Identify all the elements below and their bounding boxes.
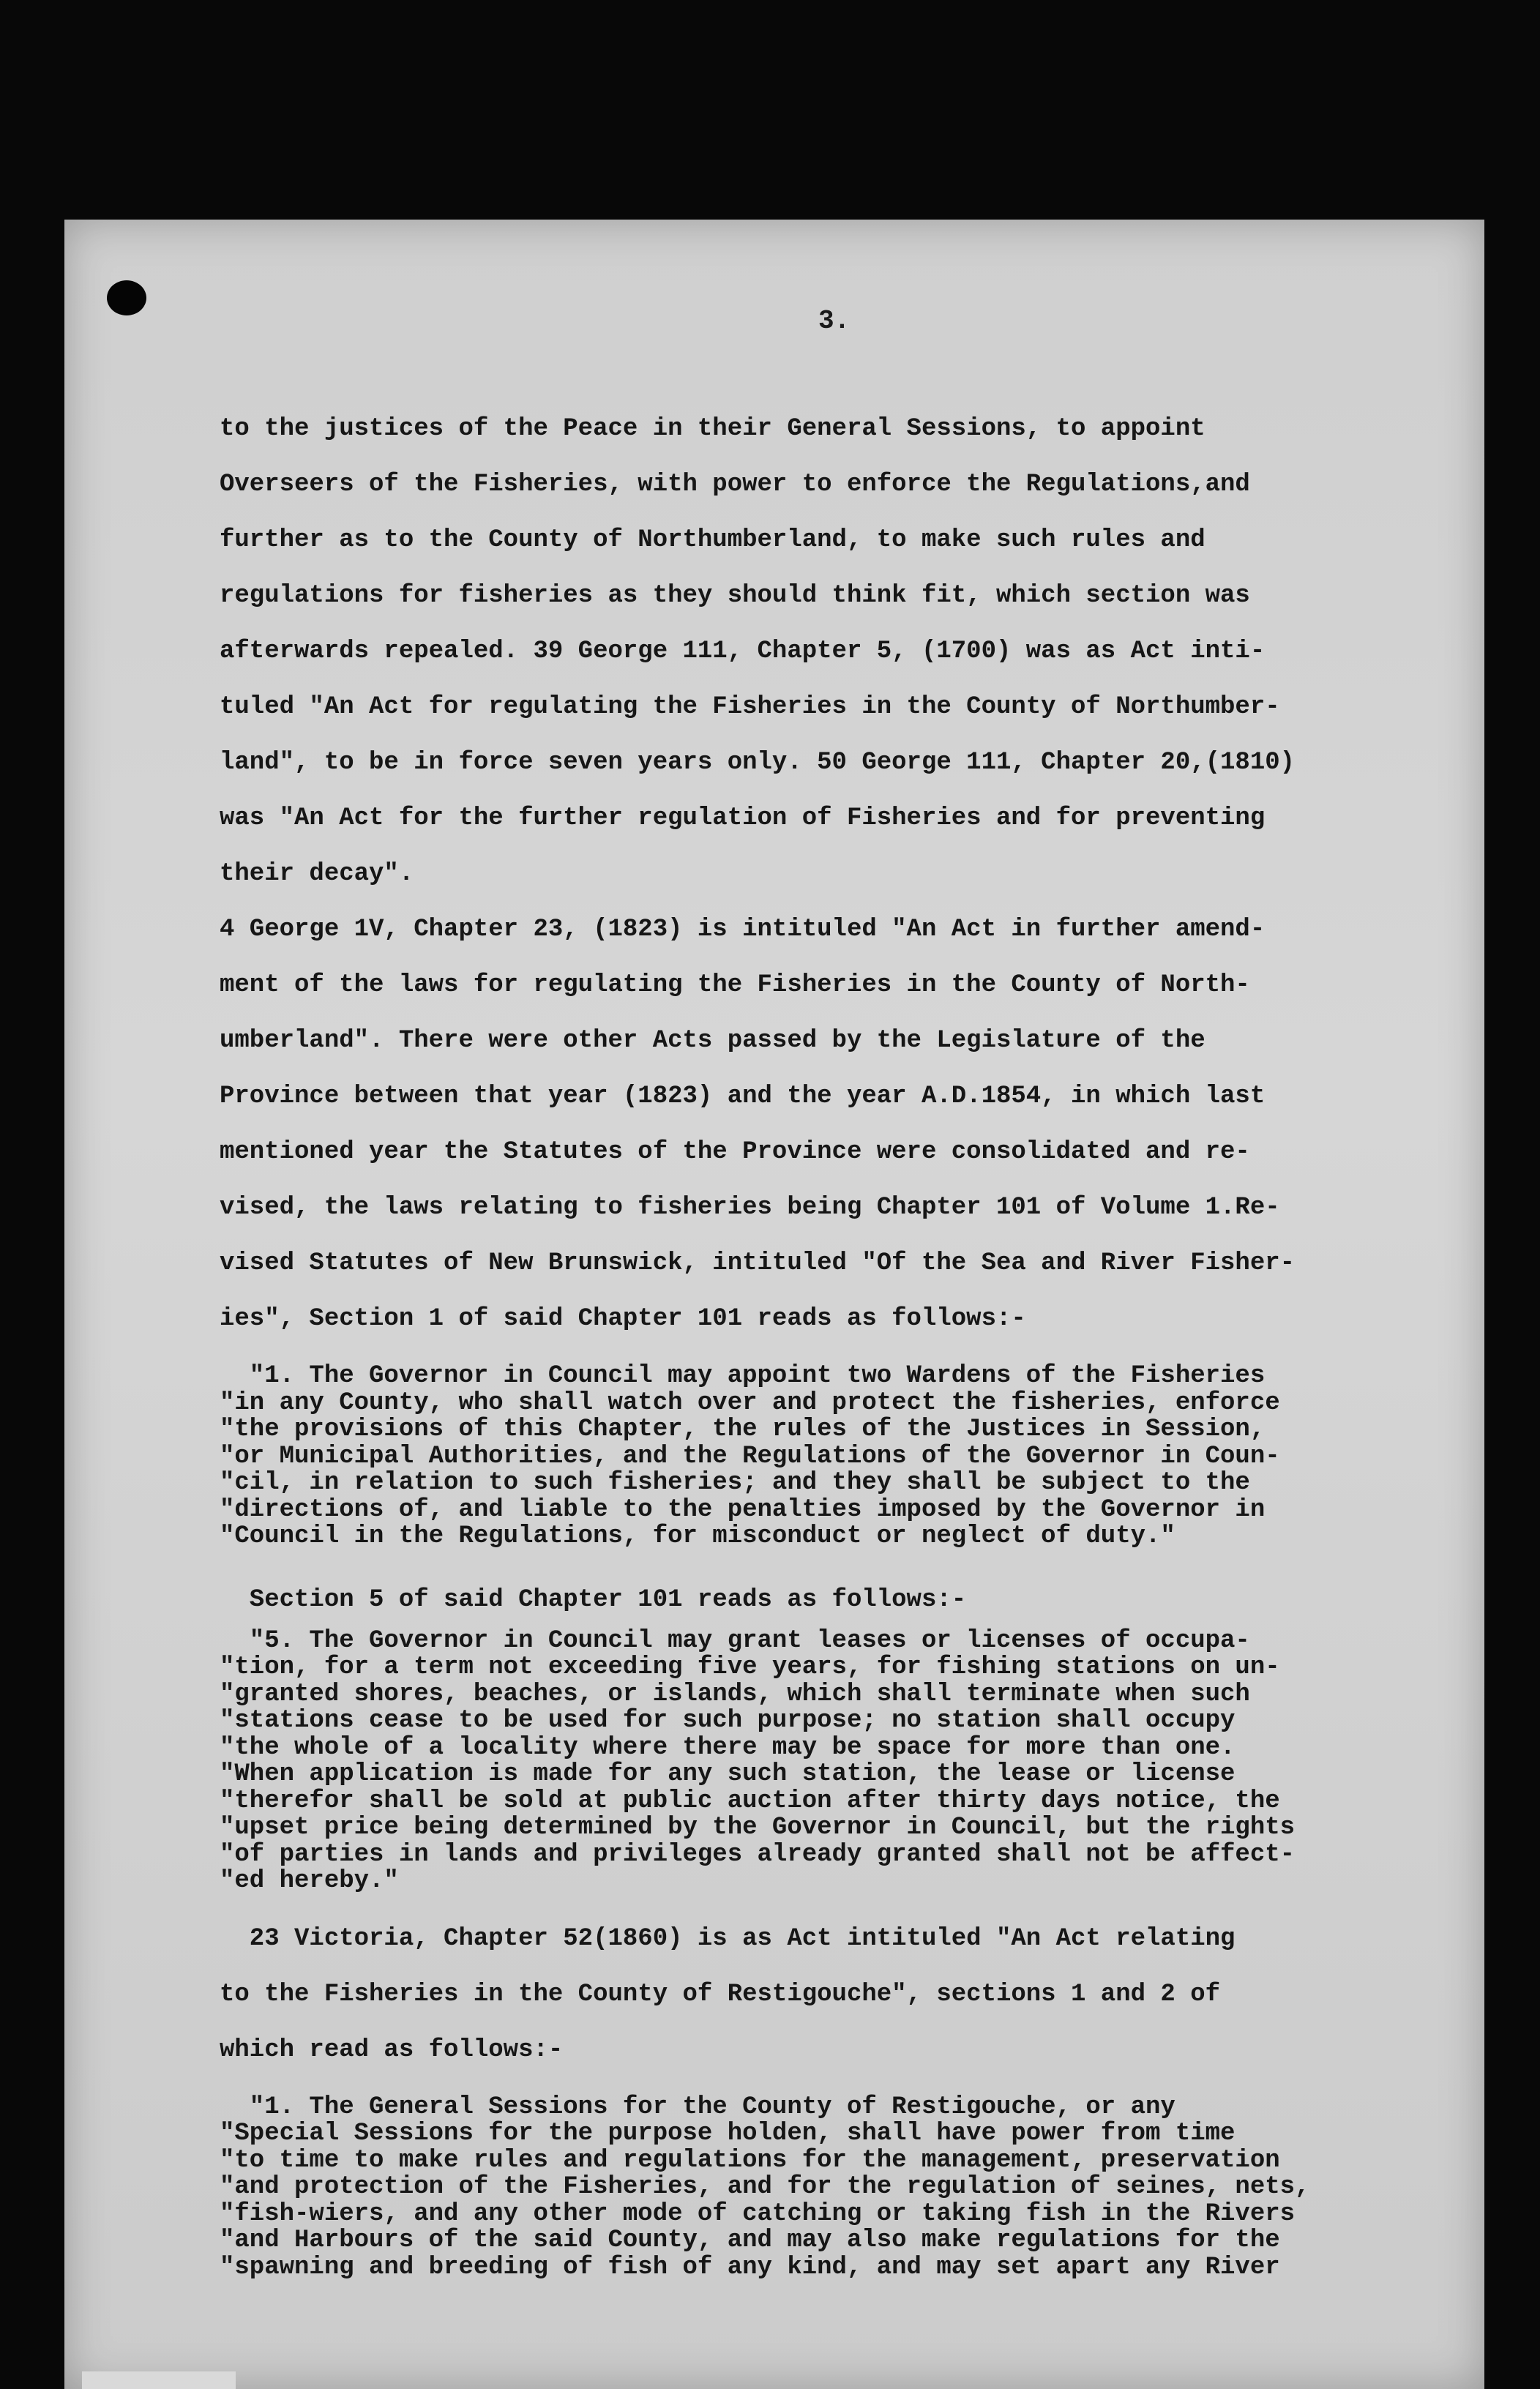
quote-section-5	[220, 1628, 1457, 1895]
text-line: 4 George 1V, Chapter 23, (1823) is intituled "An Act in further amend-	[220, 916, 1266, 943]
quote-line: "in any County, who shall watch over and protect the fisheries, enforce	[220, 1388, 1280, 1417]
quote-line: "to time to make rules and regulations for the management, preservation	[220, 2146, 1280, 2175]
quote-line: "the whole of a locality where there may be space for more than one.	[220, 1733, 1236, 1762]
quote-line: "granted shores, beaches, or islands, which shall terminate when such	[220, 1680, 1250, 1708]
text-line: ment of the laws for regulating the Fisheries in the County of North-	[220, 971, 1250, 999]
quote-restigouche-section-1	[220, 2094, 1457, 2281]
quote-line: "Council in the Regulations, for misconduct or neglect of duty."	[220, 1522, 1175, 1550]
quote-line: "and Harbours of the said County, and may also make regulations for the	[220, 2227, 1280, 2254]
quote-line: "upset price being determined by the Governor in Council, but the rights	[220, 1814, 1296, 1842]
text-line: regulations for fisheries as they should think fit, which section was	[220, 582, 1250, 610]
section-5-intro: Section 5 of said Chapter 101 reads as follows:-	[220, 1585, 967, 1614]
quote-line: "ed hereby."	[220, 1867, 399, 1895]
quote-line: "Special Sessions for the purpose holden, shall have power from time	[220, 2120, 1236, 2147]
quote-line: "1. The General Sessions for the County of Restigouche, or any	[220, 2093, 1175, 2121]
quote-line: "or Municipal Authorities, and the Regulations of the Governor in Coun-	[220, 1442, 1280, 1470]
quote-line: "the provisions of this Chapter, the rules of the Justices in Session,	[220, 1416, 1266, 1443]
text-line: ies", Section 1 of said Chapter 101 reads as follows:-	[220, 1305, 1026, 1333]
text-line: to the justices of the Peace in their General Sessions, to appoint	[220, 415, 1206, 443]
quote-line: "fish-wiers, and any other mode of catching or taking fish in the Rivers	[220, 2199, 1296, 2228]
text-line: mentioned year the Statutes of the Province were consolidated and re-	[220, 1138, 1250, 1166]
text-line: vised Statutes of New Brunswick, intituled "Of the Sea and River Fisher-	[220, 1249, 1296, 1277]
text-line: Overseers of the Fisheries, with power to enforce the Regulations,and	[220, 471, 1250, 498]
quote-section-1	[220, 1363, 1457, 1550]
quote-line: "therefor shall be sold at public auction after thirty days notice, the	[220, 1787, 1280, 1815]
text-line: afterwards repealed. 39 George 111, Chapter 5, (1700) was as Act inti-	[220, 638, 1266, 665]
paragraph-consolidation	[220, 902, 1457, 1347]
paragraph-history	[220, 401, 1457, 902]
text-line: Province between that year (1823) and the year A.D.1854, in which last	[220, 1083, 1266, 1110]
quote-line: "5. The Governor in Council may grant leases or licenses of occupa-	[220, 1626, 1250, 1655]
text-line: tuled "An Act for regulating the Fisheries in the County of Northumber-	[220, 693, 1280, 721]
text-line: was "An Act for the further regulation of Fisheries and for preventing	[220, 804, 1266, 832]
quote-line: "of parties in lands and privileges already granted shall not be affect-	[220, 1840, 1296, 1869]
text-line: 23 Victoria, Chapter 52(1860) is as Act intituled "An Act relating	[220, 1924, 1236, 1953]
text-line: umberland". There were other Acts passed by the Legislature of the	[220, 1027, 1206, 1055]
quote-line: "spawning and breeding of fish of any kind, and may set apart any River	[220, 2253, 1280, 2281]
text-line: further as to the County of Northumberland, to make such rules and	[220, 526, 1206, 554]
quote-line: "1. The Governor in Council may appoint two Wardens of the Fisheries	[220, 1362, 1266, 1390]
quote-line: "cil, in relation to such fisheries; and they shall be subject to the	[220, 1469, 1250, 1497]
text-line: their decay".	[220, 860, 414, 888]
quote-line: "When application is made for any such station, the lease or license	[220, 1760, 1236, 1788]
text-line: vised, the laws relating to fisheries being Chapter 101 of Volume 1.Re-	[220, 1194, 1280, 1222]
quote-line: "and protection of the Fisheries, and for the regulation of seines, nets,	[220, 2173, 1310, 2201]
punch-hole	[107, 280, 146, 315]
paragraph-restigouche	[220, 1911, 1457, 2078]
page-edge-tab	[82, 2371, 236, 2389]
quote-line: "directions of, and liable to the penalties imposed by the Governor in	[220, 1495, 1266, 1524]
quote-line: "stations cease to be used for such purpose; no station shall occupy	[220, 1707, 1236, 1735]
text-line: to the Fisheries in the County of Restigouche", sections 1 and 2 of	[220, 1980, 1221, 2008]
document-body	[220, 401, 1457, 2281]
page-number: 3.	[818, 306, 851, 336]
quote-line: "tion, for a term not exceeding five years, for fishing stations on un-	[220, 1653, 1280, 1681]
text-line: which read as follows:-	[220, 2035, 564, 2064]
text-line: land", to be in force seven years only. 50 George 111, Chapter 20,(1810)	[220, 749, 1296, 777]
